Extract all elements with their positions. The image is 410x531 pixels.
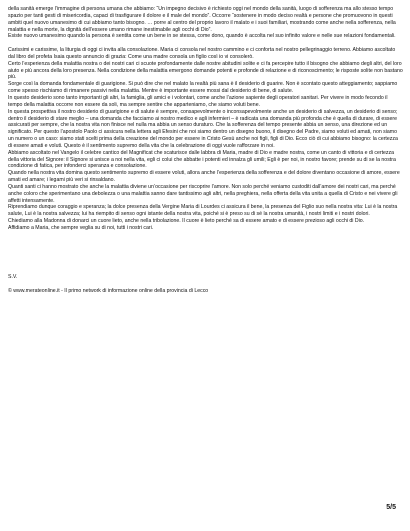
paragraph-1: della sanità emerge l’immagine di persona umana che abbiamo: “Un impegno decisivo è richiesto oggi nel mondo della sanità, luogo di sofferenza ma allo stesso tempo spazio per tanti gesti di misericordia, capaci di trasfigurare il dolore e il male del mondo”. Occorre “sostenere in modo deciso realtà e persone che promuovono in questi ambiti quel nuovo umanesimo di cui abbiamo tanto bisogno. … porre al centro del proprio lavoro il malato e i suoi familiari, mostrando come anche nella sofferenza, nella malattia e nella morte, la dignità dell’essere umano rimane inestimabile agli occhi di Dio”. <box>8 6 396 33</box>
paragraph-9: Quando nella nostra vita domina questo sentimento supremo di essere voluti, allora anche l’esperienza della sofferenza e del dolore diventano occasione di amore, essere amati ed amare; i legami più veri si rinsaldano. <box>8 170 400 184</box>
paragraph-12: Chiediamo alla Madonna di donarci un cuore lieto, anche nella tribolazione. Il cuore è lieto perché sa di essere amato e di essere prezioso agli occhi di Dio. <box>8 218 365 225</box>
paragraph-10: Quanti santi ci hanno mostrato che anche la malattia diviene un’occasione per riscoprire l’amore. Non solo perché veniamo custoditi dall’amore dei nostri cari, ma perché anche coloro che sperimentano una debolezza o una malattia sanno dare tantissimo agli altri, nella preghiera, nella offerta della vita unita a quella di Cristo e nei vivere gli affetti intensamente. <box>8 183 398 204</box>
paragraph-2: Esiste nuovo umanesimo quando la persona è sentita come un bene in se stessa, come dono, quando è accolta nel suo infinito valore e nelle sue relazioni fondamentali. <box>8 33 396 40</box>
document-page <box>8 6 403 295</box>
paragraph-11: Riprendiamo dunque coraggio e speranza; la dolce presenza della Vergine Maria di Lourdes ci assicura il bene, la presenza del Figlio suo nella nostra vita: Lui è la nostra salute, Lui è la nostra salvezza; lui ha riempito di senso ogni istante della nostra vita, poiché si è preso su di sé la nostra umanità, i nostri limiti e i nostri dolori. <box>8 204 398 218</box>
paragraph-4: Certo l’esperienza della malattia nostra o dei nostri cari ci scuote profondamente dalle nostre abitudini solite e ci fa percepire tutto il bisogno che abbiamo degli altri, del loro aiuto e più ancora della loro presenza. Nella condizione della malattia emergono domande potenti e profonde di relazione e di riconoscimento; le risposte solite non bastano più. <box>8 60 403 81</box>
paragraph-7: In questa prospettiva il nostro desiderio di guarigione e di salute è sempre, consapevolmente o inconsapevolmente anche un desiderio di salvezza, un desiderio di senso; dentro il desiderio di stare meglio – una domanda che facciamo ai nostro medico e agli infermieri – è radicata una domanda più profonda che è quella di durare, di essere assicurati per sempre, che la nostra vita non finisce nel nulla ma abbia un senso duraturo. Che la sofferenza del tempo presente abbia un senso, una direzione ed un significato. Per questo l’apostolo Paolo ci assicura nella lettera agli Efesini che noi siamo dentro un disegno buono, il disegno del Padre, siamo voluti ed amati, non siamo un numero o un caso: siamo stati scelti prima della creazione del mondo per essere in Cristo Gesù anche noi figli, figli di Dio. Ecco ciò di cui abbiamo bisogno: la certezza di essere amati e voluti. Questo è il sentimento supremo della vita che la celebrazione di oggi vuole rafforzare in noi. <box>8 108 398 149</box>
paragraph-6: In questo desiderio sono tanto importanti gli altri, la famiglia, gli amici e i volontari, come anche l’azione sapiente degli operatori sanitari. Per vivere in modo fecondo il tempo della malattia occorre non essere da soli, ma sempre sentire che apparteniamo, che siamo voluti bene. <box>8 94 388 108</box>
paragraph-3: Carissimi e carissime, la liturgia di oggi ci invita alla consolazione. Maria ci consola nel nostro cammino e ci conforta nel nostro pellegrinaggio terreno. Abbiamo ascoltato dal libro del profeta Isaia questo annuncio di grazia: Come una madre consola un figlio così io vi consolerò. <box>8 47 396 60</box>
paragraph-spacer <box>8 40 403 47</box>
paragraph-5: Sorge così la domanda fondamentale di guarigione. Si può dire che nel malato la realtà più sana è il desiderio di guarire. Non è scontato questo atteggiamento; sappiamo come spesso rischiamo di rimanere passivi nella malattia. Mentre è importante essere mossi dal desiderio di bene, di salute. <box>8 81 398 95</box>
author-signature: S.V. <box>8 273 18 280</box>
paragraph-13: Affidiamo a Maria, che sempre veglia su di noi, tutti i nostri cari. <box>8 225 154 231</box>
page-number: 5/5 <box>386 504 396 511</box>
paragraph-8: Abbiamo ascoltato nel Vangelo il celebre cantico del Magnificat che scaturisce dalle labbra di Maria, madre di Dio e madre nostra, come un canto di vittoria e di certezza della vittoria del Signore: il Signore si unisce a noi nella vita, egli ci colui che abbatte i potenti ed innalza gli umili; Egli è per noi, in nostro favore; prende su di se la nostra condizione di fatica, per infonderci speranza e consolazione. <box>8 149 396 170</box>
copyright-notice: © www.merateonline.it - Il primo network di informazione online della provincia di Lecco <box>8 287 209 294</box>
homily-body <box>8 6 403 232</box>
